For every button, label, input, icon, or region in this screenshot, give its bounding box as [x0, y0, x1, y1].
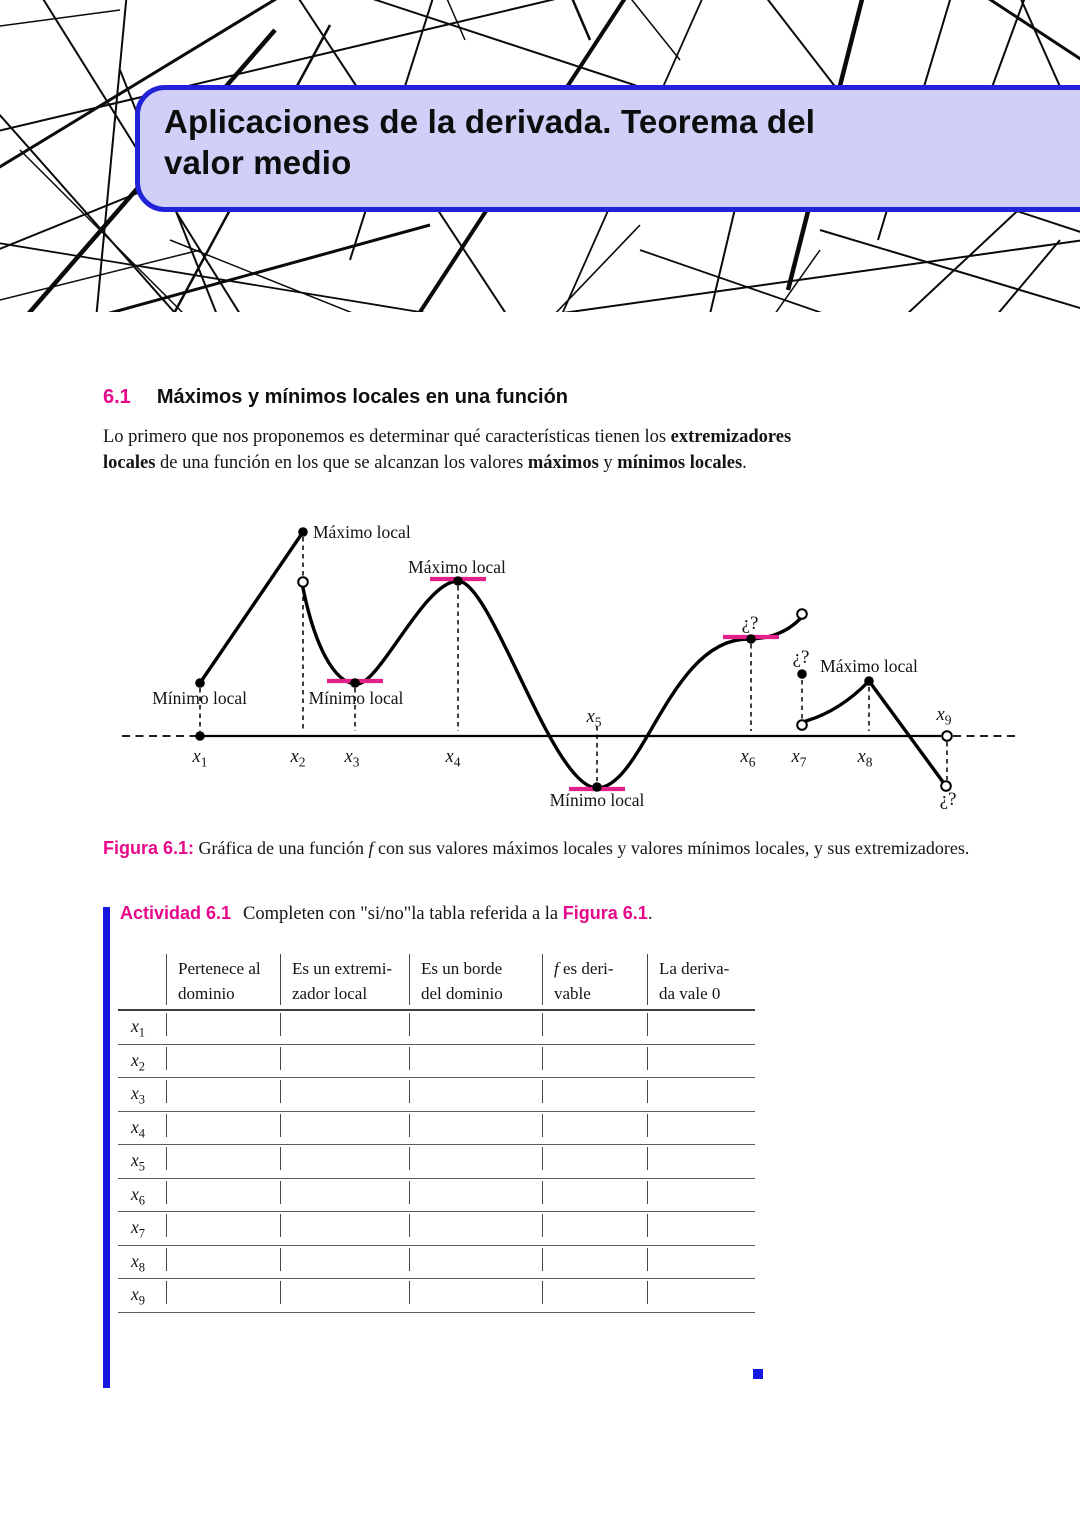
- table-column-header: Es un borde del dominio: [410, 952, 543, 1009]
- table-empty-cell: [410, 1112, 543, 1145]
- label-max-local-x2: Máximo local: [313, 522, 411, 542]
- table-row: [118, 1145, 755, 1179]
- table-row: [118, 1078, 755, 1112]
- table-empty-cell: [167, 1246, 281, 1279]
- label-min-local-x1: Mínimo local: [152, 688, 247, 708]
- table-empty-cell: [281, 1279, 410, 1312]
- axis-label-x3: $x_3$: [344, 747, 360, 770]
- table-empty-cell: [167, 1112, 281, 1145]
- axis-label-x9: $x_9$: [936, 705, 952, 728]
- table-empty-cell: [281, 1246, 410, 1279]
- axis-label-x8: $x_8$: [857, 747, 873, 770]
- table-empty-cell: [410, 1279, 543, 1312]
- table-empty-cell: [543, 1145, 648, 1178]
- table-header-row: [118, 952, 755, 1011]
- table-empty-cell: [648, 1279, 755, 1312]
- decorative-line: [0, 250, 200, 300]
- table-empty-cell: [281, 1145, 410, 1178]
- table-empty-cell: [410, 1011, 543, 1044]
- table-row: [118, 1011, 755, 1045]
- table-empty-cell: [543, 1112, 648, 1145]
- table-row-label: $x_3$: [131, 1083, 146, 1107]
- figure-reference-link: Figura 6.1: [562, 903, 648, 923]
- table-empty-cell: [410, 1212, 543, 1245]
- decorative-line: [600, 0, 680, 60]
- table-empty-cell: [167, 1011, 281, 1044]
- table-empty-cell: [410, 1246, 543, 1279]
- table-column-header: Es un extremi- zador local: [281, 952, 410, 1009]
- label-question-x7: ¿?: [792, 647, 810, 668]
- activity-accent-bar: [103, 907, 110, 1388]
- chapter-title-line2: valor medio: [164, 144, 352, 181]
- end-of-activity-marker: [753, 1369, 763, 1379]
- intro-paragraph: [103, 424, 863, 476]
- table-empty-cell: [410, 1078, 543, 1111]
- table-empty-cell: [543, 1246, 648, 1279]
- section-heading: [103, 386, 568, 409]
- table-empty-cell: [167, 1179, 281, 1212]
- section-title: Máximos y mínimos locales en una función: [156, 386, 569, 408]
- table-empty-cell: [648, 1145, 755, 1178]
- label-max-local-x4: Máximo local: [408, 557, 506, 577]
- table-row: [118, 1045, 755, 1079]
- table-empty-cell: [281, 1179, 410, 1212]
- axis-label-x4: $x_4$: [445, 747, 461, 770]
- chapter-title: [164, 101, 815, 183]
- table-empty-cell: [167, 1045, 281, 1078]
- table-empty-cell: [648, 1212, 755, 1245]
- label-question-x6: ¿?: [741, 613, 759, 634]
- table-empty-cell: [167, 1145, 281, 1178]
- table-empty-cell: [543, 1011, 648, 1044]
- label-min-local-x3: Mínimo local: [308, 688, 404, 708]
- table-empty-cell: [281, 1212, 410, 1245]
- decorative-line: [95, 0, 130, 312]
- table-column-header: f es deri- vable: [543, 952, 648, 1009]
- table-empty-cell: [281, 1112, 410, 1145]
- chapter-title-line1: Aplicaciones de la derivada. Teorema del: [164, 103, 816, 140]
- activity-instruction: Actividad 6.1 Completen con "si/no"la tabla referida a la Figura 6.1.: [120, 903, 653, 924]
- table-empty-cell: [167, 1078, 281, 1111]
- label-question-x9: ¿?: [939, 789, 957, 810]
- table-empty-cell: [410, 1179, 543, 1212]
- axis-label-x5: $x_5$: [586, 707, 602, 730]
- table-empty-cell: [167, 1212, 281, 1245]
- table-row-label: $x_6$: [131, 1183, 146, 1207]
- section-number: 6.1: [103, 386, 131, 408]
- decorative-line: [560, 0, 590, 40]
- axis-label-x6: $x_6$: [740, 747, 756, 770]
- decorative-line: [530, 225, 640, 312]
- open-points: [298, 577, 952, 791]
- table-empty-cell: [281, 1011, 410, 1044]
- table-empty-cell: [410, 1045, 543, 1078]
- tangent-lines: [327, 579, 779, 789]
- table-row-label: $x_5$: [131, 1150, 146, 1174]
- table-row-label: $x_8$: [131, 1250, 146, 1274]
- figure-caption-tag: Figura 6.1:: [103, 838, 195, 858]
- table-empty-cell: [281, 1045, 410, 1078]
- table-row: [118, 1212, 755, 1246]
- table-empty-cell: [648, 1078, 755, 1111]
- table-row: [118, 1179, 755, 1213]
- table-empty-cell: [543, 1045, 648, 1078]
- figure-caption: Figura 6.1: Gráfica de una función f con sus valores máximos locales y valores mínimos locales, y sus extremizadores.: [103, 838, 970, 858]
- decorative-line: [980, 240, 1060, 312]
- table-row-label: $x_2$: [131, 1049, 146, 1073]
- intro-line2: locales de una función en los que se alcanzan los valores máximos y mínimos locales.: [103, 453, 747, 473]
- table-empty-cell: [543, 1078, 648, 1111]
- table-empty-cell: [543, 1212, 648, 1245]
- activity-table: [118, 952, 755, 1313]
- table-empty-cell: [648, 1179, 755, 1212]
- table-row: [118, 1246, 755, 1280]
- table-row-label: $x_4$: [131, 1116, 146, 1140]
- table-row-label: $x_9$: [131, 1284, 146, 1308]
- table-empty-cell: [648, 1246, 755, 1279]
- activity-title: Actividad 6.1: [120, 903, 232, 923]
- table-row: [118, 1112, 755, 1146]
- function-f-symbol: f: [368, 838, 374, 858]
- table-empty-cell: [648, 1011, 755, 1044]
- figure-graph: [0, 500, 1080, 830]
- table-row: [118, 1279, 755, 1313]
- table-empty-cell: [167, 1279, 281, 1312]
- chapter-banner: [135, 85, 1080, 212]
- table-empty-cell: [648, 1112, 755, 1145]
- table-column-header: La deriva- da vale 0: [648, 952, 755, 1009]
- label-min-local-x5: Mínimo local: [549, 790, 645, 810]
- table-empty-cell: [410, 1145, 543, 1178]
- label-max-local-x8: Máximo local: [820, 656, 918, 676]
- table-corner-cell: [118, 952, 167, 1009]
- axis-label-x1: $x_1$: [192, 747, 208, 770]
- decorative-line: [640, 250, 900, 312]
- table-empty-cell: [543, 1179, 648, 1212]
- table-empty-cell: [648, 1045, 755, 1078]
- intro-line1: Lo primero que nos proponemos es determinar qué características tienen los extremizadores: [103, 427, 792, 447]
- table-empty-cell: [281, 1078, 410, 1111]
- table-empty-cell: [543, 1279, 648, 1312]
- decorative-line: [930, 0, 1080, 85]
- axis-label-x2: $x_2$: [290, 747, 306, 770]
- table-column-header: Pertenece al dominio: [167, 952, 281, 1009]
- table-row-label: $x_7$: [131, 1217, 146, 1241]
- axis-label-x7: $x_7$: [791, 747, 807, 770]
- table-row-label: $x_1$: [131, 1016, 146, 1040]
